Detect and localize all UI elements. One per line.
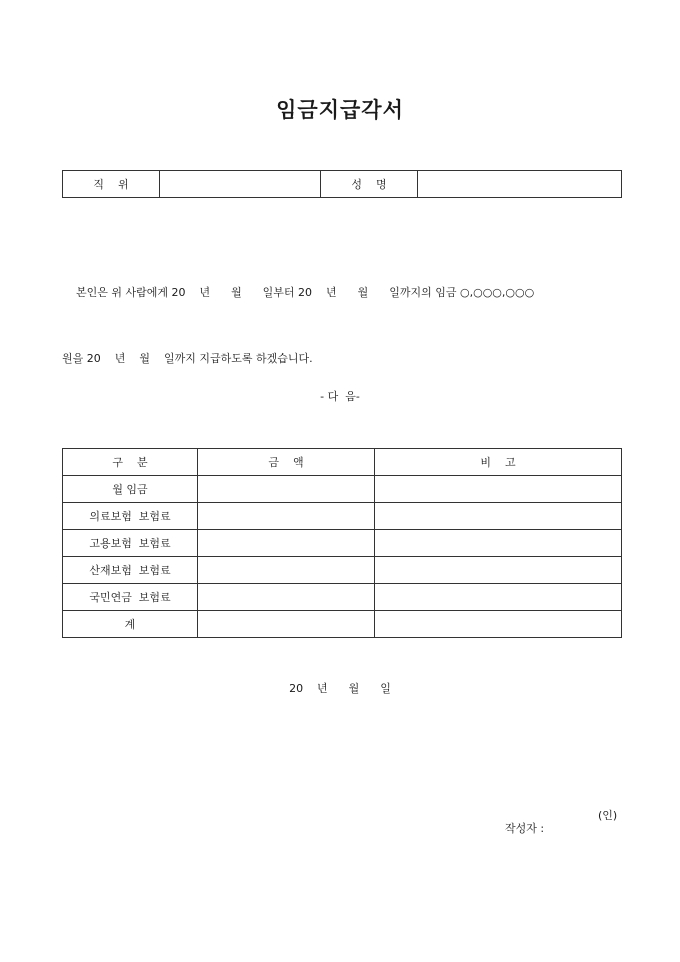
- seal-mark: (인): [598, 809, 618, 822]
- row-note-field[interactable]: [375, 584, 622, 611]
- row-amount-field[interactable]: [198, 530, 375, 557]
- row-category: 산재보험 보험료: [63, 557, 198, 584]
- row-note-field[interactable]: [375, 503, 622, 530]
- signer-label: 작성자 :: [505, 822, 545, 835]
- row-category: 월 임금: [63, 476, 198, 503]
- row-amount-field[interactable]: [198, 503, 375, 530]
- row-category: 고용보험 보험료: [63, 530, 198, 557]
- row-category: 계: [63, 611, 198, 638]
- info-table: [62, 170, 622, 198]
- header-amount: 금 액: [198, 449, 375, 476]
- document-title: 임금지급각서: [276, 98, 404, 122]
- row-note-field[interactable]: [375, 557, 622, 584]
- pledge-line-1: 본인은 위 사람에게 20 년 월 일부터 20 년 월 일까지의 임금 ○,○○○,○○○: [62, 286, 535, 299]
- next-heading: - 다 음-: [320, 390, 360, 403]
- payment-table-header: [63, 449, 622, 476]
- pledge-text: [62, 238, 622, 392]
- name-value-field[interactable]: [418, 171, 622, 198]
- header-category: 구 분: [63, 449, 198, 476]
- payment-table: [62, 448, 622, 638]
- row-amount-field[interactable]: [198, 611, 375, 638]
- row-amount-field[interactable]: [198, 476, 375, 503]
- pledge-line-2: 원을 20 년 월 일까지 지급하도록 하겠습니다.: [62, 352, 313, 365]
- table-row: [63, 584, 622, 611]
- table-row: [63, 530, 622, 557]
- row-note-field[interactable]: [375, 611, 622, 638]
- name-label: 성 명: [321, 171, 418, 198]
- row-amount-field[interactable]: [198, 584, 375, 611]
- row-category: 의료보험 보험료: [63, 503, 198, 530]
- table-row: [63, 503, 622, 530]
- position-label: 직 위: [63, 171, 160, 198]
- date-line: 20 년 월 일: [289, 682, 391, 695]
- row-amount-field[interactable]: [198, 557, 375, 584]
- table-row: [63, 476, 622, 503]
- table-row-total: [63, 611, 622, 638]
- position-value-field[interactable]: [160, 171, 321, 198]
- signer-line: [498, 807, 618, 849]
- table-row: [63, 557, 622, 584]
- header-note: 비 고: [375, 449, 622, 476]
- info-row: [63, 171, 622, 198]
- row-category: 국민연금 보험료: [63, 584, 198, 611]
- row-note-field[interactable]: [375, 530, 622, 557]
- row-note-field[interactable]: [375, 476, 622, 503]
